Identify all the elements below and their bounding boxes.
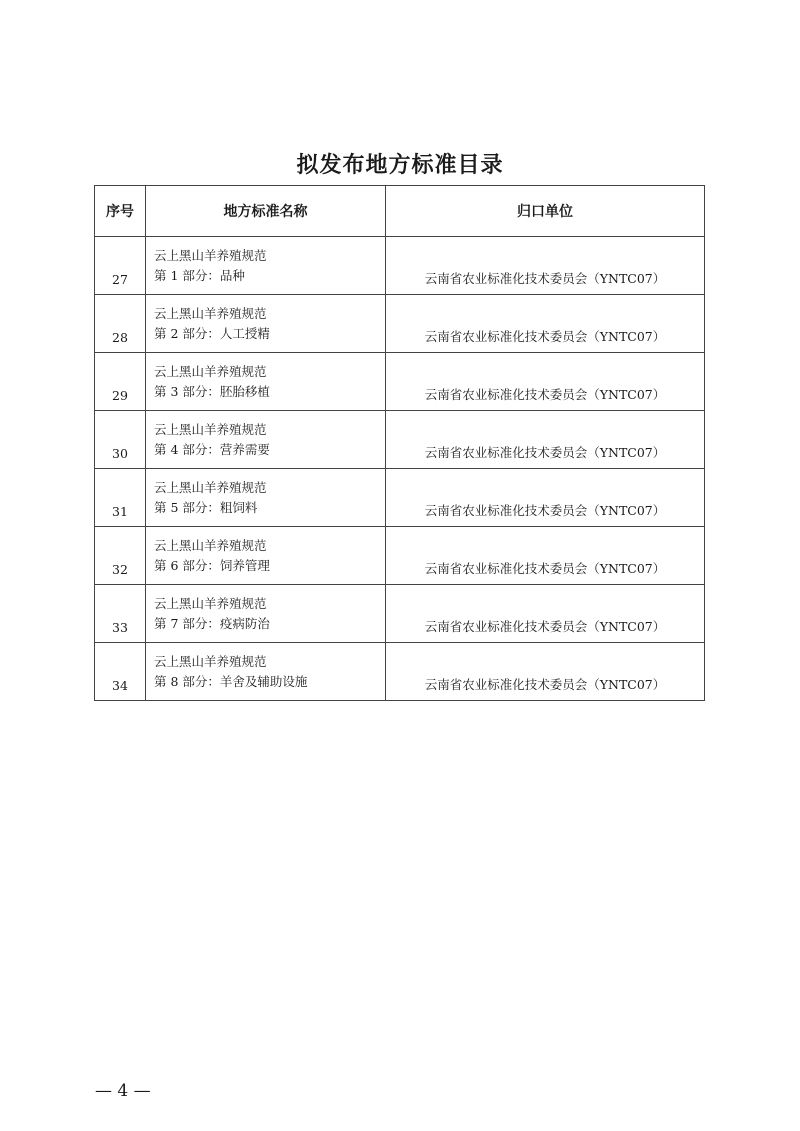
row-name-line1: 云上黑山羊养殖规范 bbox=[154, 595, 267, 611]
row-name-line2: 第 7 部分：疫病防治 bbox=[154, 615, 270, 631]
header-name: 地方标准名称 bbox=[146, 186, 386, 237]
row-seq: 32 bbox=[95, 527, 146, 585]
table-row bbox=[95, 411, 705, 469]
row-name-line1: 云上黑山羊养殖规范 bbox=[154, 537, 267, 553]
header-unit: 归口单位 bbox=[386, 186, 705, 237]
header-seq: 序号 bbox=[95, 186, 146, 237]
row-name-line2: 第 5 部分：粗饲料 bbox=[154, 499, 258, 515]
row-name-line2: 第 8 部分：羊舍及辅助设施 bbox=[154, 673, 308, 689]
row-seq: 30 bbox=[95, 411, 146, 469]
standards-table bbox=[94, 185, 705, 701]
row-name bbox=[146, 469, 386, 527]
row-unit: 云南省农业标准化技术委员会（YNTC07） bbox=[386, 353, 705, 411]
row-unit: 云南省农业标准化技术委员会（YNTC07） bbox=[386, 527, 705, 585]
row-name bbox=[146, 353, 386, 411]
row-name-line1: 云上黑山羊养殖规范 bbox=[154, 247, 267, 263]
table-row bbox=[95, 527, 705, 585]
row-name-line2: 第 4 部分：营养需要 bbox=[154, 441, 270, 457]
row-name bbox=[146, 643, 386, 701]
table-row bbox=[95, 237, 705, 295]
row-name-line2: 第 1 部分：品种 bbox=[154, 267, 245, 283]
row-seq: 29 bbox=[95, 353, 146, 411]
row-seq: 28 bbox=[95, 295, 146, 353]
page-number: — 4 — bbox=[95, 1081, 151, 1101]
row-unit: 云南省农业标准化技术委员会（YNTC07） bbox=[386, 469, 705, 527]
row-unit: 云南省农业标准化技术委员会（YNTC07） bbox=[386, 237, 705, 295]
row-name bbox=[146, 585, 386, 643]
row-seq: 33 bbox=[95, 585, 146, 643]
row-name-line1: 云上黑山羊养殖规范 bbox=[154, 305, 267, 321]
row-name-line1: 云上黑山羊养殖规范 bbox=[154, 421, 267, 437]
table-row bbox=[95, 353, 705, 411]
row-seq: 27 bbox=[95, 237, 146, 295]
row-name-line1: 云上黑山羊养殖规范 bbox=[154, 479, 267, 495]
row-unit: 云南省农业标准化技术委员会（YNTC07） bbox=[386, 585, 705, 643]
row-unit: 云南省农业标准化技术委员会（YNTC07） bbox=[386, 643, 705, 701]
row-name-line1: 云上黑山羊养殖规范 bbox=[154, 653, 267, 669]
row-name bbox=[146, 295, 386, 353]
row-seq: 34 bbox=[95, 643, 146, 701]
table-row bbox=[95, 295, 705, 353]
row-name-line2: 第 6 部分：饲养管理 bbox=[154, 557, 270, 573]
table-row bbox=[95, 585, 705, 643]
row-name-line2: 第 3 部分：胚胎移植 bbox=[154, 383, 270, 399]
row-unit: 云南省农业标准化技术委员会（YNTC07） bbox=[386, 411, 705, 469]
row-name bbox=[146, 411, 386, 469]
row-name bbox=[146, 527, 386, 585]
row-name-line1: 云上黑山羊养殖规范 bbox=[154, 363, 267, 379]
table-header-row bbox=[95, 186, 705, 237]
table-row bbox=[95, 643, 705, 701]
page-title: 拟发布地方标准目录 bbox=[296, 152, 504, 178]
table-row bbox=[95, 469, 705, 527]
row-name-line2: 第 2 部分：人工授精 bbox=[154, 325, 270, 341]
row-name bbox=[146, 237, 386, 295]
row-seq: 31 bbox=[95, 469, 146, 527]
row-unit: 云南省农业标准化技术委员会（YNTC07） bbox=[386, 295, 705, 353]
